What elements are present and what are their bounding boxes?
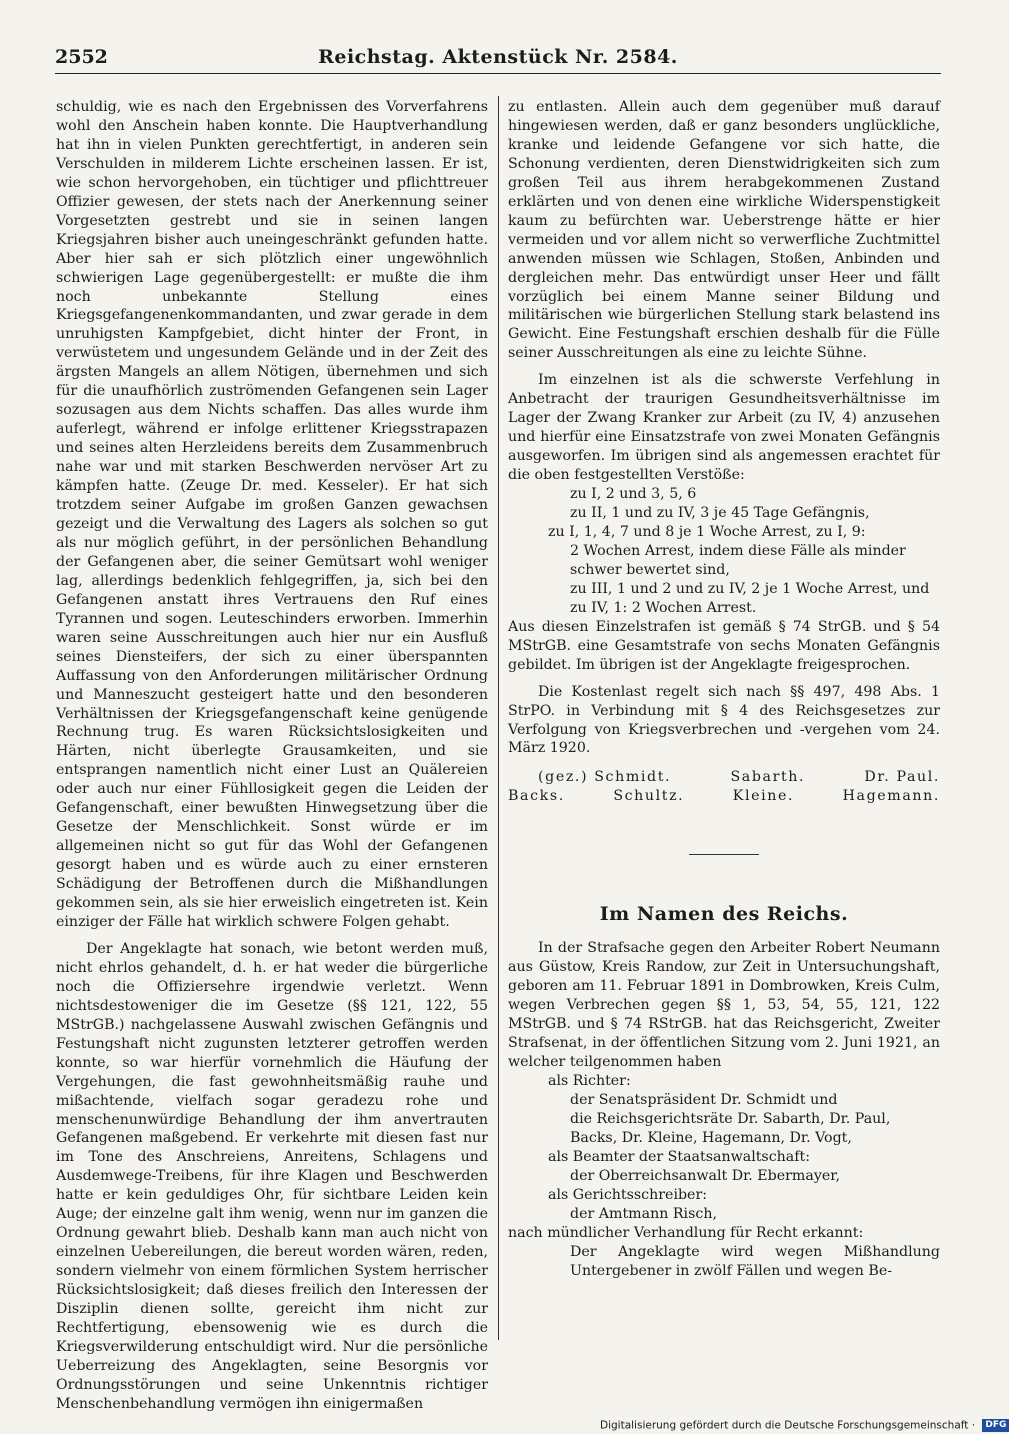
prosecution-label: als Beamter der Staatsanwaltschaft: bbox=[548, 1149, 810, 1166]
violation-item: zu I, 2 und 3, 5, 6 bbox=[570, 486, 697, 503]
footer-credit-text: Digitalisierung gefördert durch die Deutsche Forschungsgemeinschaft · bbox=[600, 1419, 976, 1432]
page-header bbox=[55, 46, 941, 76]
signature: Dr. Paul. bbox=[864, 769, 940, 786]
header-rule bbox=[55, 73, 941, 74]
prosecutor: der Oberreichsanwalt Dr. Ebermayer, bbox=[570, 1168, 840, 1185]
signature: Sabarth. bbox=[730, 769, 806, 786]
signature: Backs. bbox=[508, 788, 565, 805]
verdict-text: Der Angeklagte wird wegen Mißhandlung Untergebener in zwölf Fällen und wegen Be- bbox=[570, 1244, 940, 1280]
running-title: Reichstag. Aktenstück Nr. 2584. bbox=[318, 46, 678, 68]
right-paragraph-1: zu entlasten. Allein auch dem gegenüber muß darauf hingewiesen werden, daß er ganz besonders unglückliche, kranke und leidende Gefangene vor sich hatte, die Schonung verdienten, deren Dienstwidrigkeiten sich zum großen Teil aus ihrem herabgekommenen Zustand erklärten und von denen eine wirkliche Widerspenstigkeit kaum zu befürchten war. Ueberstrenge hätte er hier vermeiden und vor allem nicht so verwerfliche Zuchtmittel anwenden müssen wie Schlagen, Stoßen, Anbinden und dergleichen mehr. Das entwürdigt unser Heer und fällt vorzüglich bei einem Manne seiner Bildung und militärischen wie bürgerlichen Stellung stark belastend ins Gewicht. Eine Festungshaft erschien deshalb für die Fülle seiner Ausschreitungen als eine zu leichte Sühne. bbox=[508, 99, 940, 362]
signature: Hagemann. bbox=[842, 788, 940, 805]
column-divider bbox=[498, 96, 499, 1340]
clerk: der Amtmann Risch, bbox=[570, 1206, 717, 1223]
left-paragraph-2: Der Angeklagte hat sonach, wie betont werden muß, nicht ehrlos gehandelt, d. h. er hat weder die bürgerliche noch die Offiziersehre irgendwie verletzt. Wenn nichtsdestoweniger die im Gesetze (§§ 121, 122, 55 MStrGB.) nachgelassene Auswahl zwischen Gefängnis und Festungshaft nicht zugunsten letzterer getroffen werden konnte, so war hierfür vornehmlich die Häufung der Vergehungen, die fast gewohnheitsmäßig rauhe und mißachtende, vielfach sogar geradezu rohe und menschenunwürdige Behandlung der ihm anvertrauten Gefangenen maßgebend. Er verkehrte mit diesen fast nur im Tone des Anschreiens, Anreitens, Schlagens und Ausdemwege-Treibens, für ihre Klagen und Beschwerden hatte er kein geduldiges Ohr, für sichtbare Leiden kein Auge; der einzelne galt ihm wenig, wenn nur im ganzen die Ordnung gewahrt blieb. Deshalb kann man auch nicht von einzelnen Uebereilungen, die bereut worden wären, reden, sondern vielmehr von einem förmlichen System herrischer Rücksichtslosigkeit; daß dieses freilich den Interessen der Disziplin dienen sollte, gereicht ihm nicht zur Rechtfertigung, ebensowenig wie es durch die Kriegsverwilderung entschuldigt wird. Nur die persönliche Ueberreizung des Angeklagten, seine Besorgnis vor Ordnungsstörungen und seine Unkenntnis richtiger Menschenbehandlung vermögen ihn einigermaßen bbox=[56, 940, 488, 1412]
footer-credit bbox=[600, 1419, 1009, 1432]
oral-hearing: nach mündlicher Verhandlung für Recht erkannt: bbox=[508, 1225, 864, 1242]
left-paragraph-1: schuldig, wie es nach den Ergebnissen des Vorverfahrens wohl den Anschein haben konnte. Die Hauptverhandlung hat ihn in vielen Punkten gerechtfertigt, in anderen sein Verschulden in milderem Lichte erscheinen lassen. Er ist, wie schon hervorgehoben, ein tüchtiger und pflichttreuer Offizier gewesen, der stets nach der Anerkennung seiner Vorgesetzten gestrebt und sie in seinen langen Kriegsjahren bisher auch uneingeschränkt gefunden hatte. Aber hier sah er sich plötzlich einer ungewöhnlich schwierigen Lage gegenübergestellt: er mußte die ihm noch unbekannte Stellung eines Kriegsgefangenenkommandanten, und zwar gerade in dem unruhigsten Kampfgebiet, dicht hinter der Front, in verwüstetem und ungesundem Gelände und in der Zeit des ärgsten Mangels an allem Nötigen, übernehmen und sich für die unaufhörlich zuströmenden Gefangenen sein Lager sozusagen aus dem Nichts schaffen. Das alles wurde ihm auferlegt, während er infolge erlittener Kriegsstrapazen und seines alten Herzleidens bereits dem Zusammenbruch nahe war und mit starken Beschwerden nervöser Art zu kämpfen hatte. (Zeuge Dr. med. Kesseler). Er hat sich trotzdem seiner Aufgabe im großen Ganzen gewachsen gezeigt und die Verwaltung des Lagers als solchen so gut als nur möglich geführt, in der persönlichen Behandlung der Gefangenen aber, die seiner Gemütsart wohl weniger lag, allerdings bedenklich fehlgegriffen, ja, sich bei den Gefangenen anstatt ihres Vertrauens den Ruf eines Tyrannen und sogen. Leuteschinders erworben. Immerhin waren seine Ausschreitungen auch hier nur ein Ausfluß seines Diensteifers, der sich zu einer überspannten Auffassung von den Anforderungen militärischer Ordnung und Manneszucht gesteigert hatte und den besonderen Verhältnissen der Kriegsgefangenschaft keine genügende Rechnung trug. Es waren Rücksichtslosigkeiten und Härten, nicht überlegte Grausamkeiten, und sie entsprangen namentlich nicht einer Lust an Quälereien oder auch nur einer Fühllosigkeit gegen die Leiden der Gefangenschaft, einer bewußten Hinwegsetzung über die Gesetze der Menschlichkeit. Sonst würde er im allgemeinen nicht so gut für das Wohl der Gefangenen gesorgt haben und es würde auch zu einer ernsteren Schädigung der Betroffenen durch die Mißhandlungen gekommen sein, als sie hier erweislich eingetreten ist. Kein einziger der Fälle hat wirklich schwere Folgen gehabt. bbox=[56, 99, 488, 930]
violation-item: 2 Wochen Arrest, indem diese Fälle als minder schwer bewertet sind, bbox=[570, 542, 906, 578]
signature: (gez.) Schmidt. bbox=[538, 769, 672, 786]
left-column bbox=[56, 98, 488, 1414]
dfg-logo: DFG bbox=[982, 1419, 1009, 1432]
right-paragraph-4: Die Kostenlast regelt sich nach §§ 497, 498 Abs. 1 StrPO. in Verbindung mit § 4 des Reichsgesetzes zur Verfolgung von Kriegsverbrechen und -vergehen vom 24. März 1920. bbox=[508, 683, 940, 757]
violation-item: zu II, 1 und zu IV, 3 je 45 Tage Gefängnis, bbox=[570, 505, 870, 522]
signatures-row-1 bbox=[508, 768, 940, 787]
section-title: Im Namen des Reichs. bbox=[599, 903, 849, 926]
section-divider bbox=[689, 854, 759, 855]
violation-item: zu I, 1, 4, 7 und 8 je 1 Woche Arrest, zu I, 9: bbox=[548, 523, 866, 540]
violations-list bbox=[508, 485, 940, 618]
signatures-row-2 bbox=[508, 787, 940, 806]
signature: Schultz. bbox=[613, 788, 685, 805]
right-column bbox=[508, 98, 940, 1281]
judges-label: als Richter: bbox=[548, 1073, 631, 1090]
violation-item: zu III, 1 und 2 und zu IV, 2 je 1 Woche Arrest, und zu IV, 1: 2 Wochen Arrest. bbox=[570, 580, 930, 616]
page-number: 2552 bbox=[55, 46, 108, 68]
right-paragraph-2: Im einzelnen ist als die schwerste Verfehlung in Anbetracht der traurigen Gesundheitsverhältnisse im Lager der Zwang Kranker zur Arbeit (zu IV, 4) anzusehen und hierfür eine Einsatzstrafe von zwei Monaten Gefängnis ausgeworfen. Im übrigen sind als angemessen erachtet für die oben festgestellten Verstöße: bbox=[508, 372, 940, 484]
verdict-intro: In der Strafsache gegen den Arbeiter Robert Neumann aus Güstow, Kreis Randow, zur Zeit in Untersuchungshaft, geboren am 11. Februar 1891 in Dombrowken, Kreis Culm, wegen Verbrechen gegen §§ 1, 53, 54, 55, 121, 122 MStrGB. und § 74 RStrGB. hat das Reichsgericht, Zweiter Strafsenat, in der öffentlichen Sitzung vom 2. Juni 1921, an welcher teilgenommen haben bbox=[508, 940, 940, 1071]
signature: Kleine. bbox=[732, 788, 795, 805]
judges-council: die Reichsgerichtsräte Dr. Sabarth, Dr. Paul, Backs, Dr. Kleine, Hagemann, Dr. Vogt, bbox=[570, 1111, 891, 1147]
right-paragraph-3: Aus diesen Einzelstrafen ist gemäß § 74 StrGB. und § 54 MStrGB. eine Gesamtstrafe von sechs Monaten Gefängnis gebildet. Im übrigen ist der Angeklagte freigesprochen. bbox=[508, 618, 940, 673]
judge-president: der Senatspräsident Dr. Schmidt und bbox=[570, 1092, 838, 1109]
clerk-label: als Gerichtsschreiber: bbox=[548, 1187, 708, 1204]
